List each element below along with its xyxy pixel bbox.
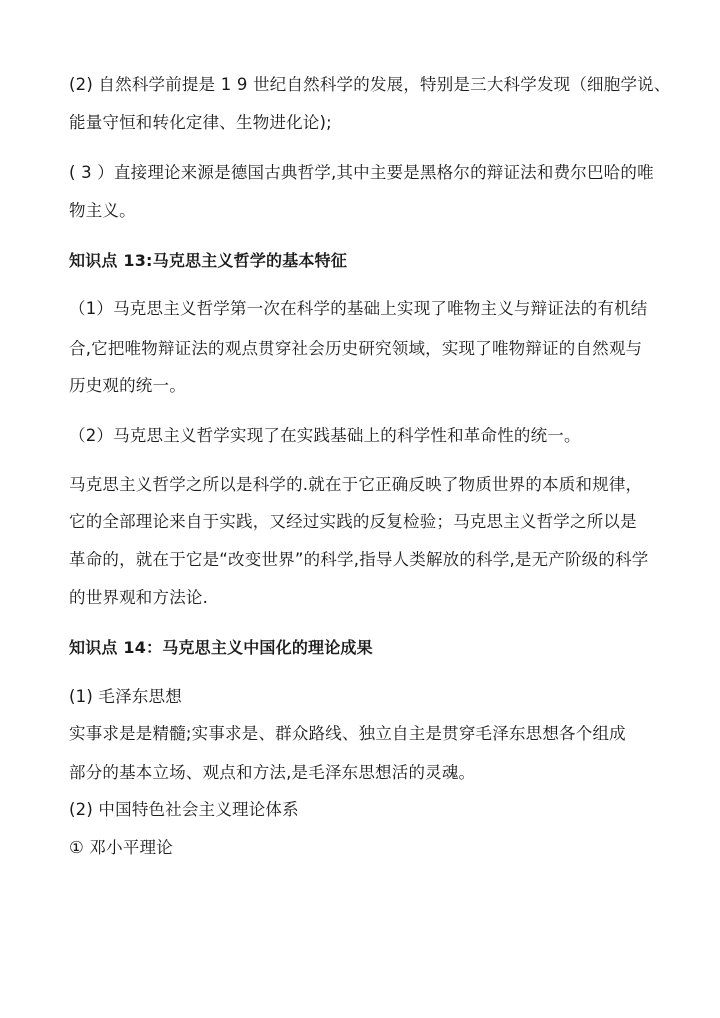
paragraph-line: 历史观的统一。 [69,376,186,395]
section-heading-13: 知识点 13:马克思主义哲学的基本特征 [69,251,348,270]
list-item-label: (1) 毛泽东思想 [69,687,182,706]
paragraph-line: (2) 自然科学前提是 1 9 世纪自然科学的发展，特别是三大科学发现（细胞学说、 [69,75,671,94]
paragraph-line: 物主义。 [69,201,136,220]
paragraph-line: 马克思主义哲学之所以是科学的.就在于它正确反映了物质世界的本质和规律， [69,475,643,494]
paragraph-line: 能量守恒和转化定律、生物进化论); [69,113,332,132]
paragraph-line: 实事求是是精髓;实事求是、群众路线、独立自主是贯穿毛泽东思想各个组成 [69,724,626,743]
list-item-label: (2) 中国特色社会主义理论体系 [69,800,299,819]
list-item-label: ① 邓小平理论 [69,838,173,857]
paragraph-line: 的世界观和方法论. [69,588,209,607]
paragraph-line: ( 3 ）直接理论来源是德国古典哲学,其中主要是黑格尔的辩证法和费尔巴哈的唯 [69,163,654,182]
section-heading-14: 知识点 14：马克思主义中国化的理论成果 [69,638,373,657]
paragraph-line: 它的全部理论来自于实践，又经过实践的反复检验；马克思主义哲学之所以是 [69,512,637,531]
paragraph-line: 部分的基本立场、观点和方法,是毛泽东思想活的灵魂。 [69,763,476,782]
paragraph-line: （1）马克思主义哲学第一次在科学的基础上实现了唯物主义与辩证法的有机结 [69,299,648,318]
paragraph-line: 革命的，就在于它是“改变世界”的科学,指导人类解放的科学,是无产阶级的科学 [69,550,649,569]
paragraph-line: 合,它把唯物辩证法的观点贯穿社会历史研究领域，实现了唯物辩证的自然观与 [69,339,643,358]
paragraph-line: （2）马克思主义哲学实现了在实践基础上的科学性和革命性的统一。 [69,426,581,445]
